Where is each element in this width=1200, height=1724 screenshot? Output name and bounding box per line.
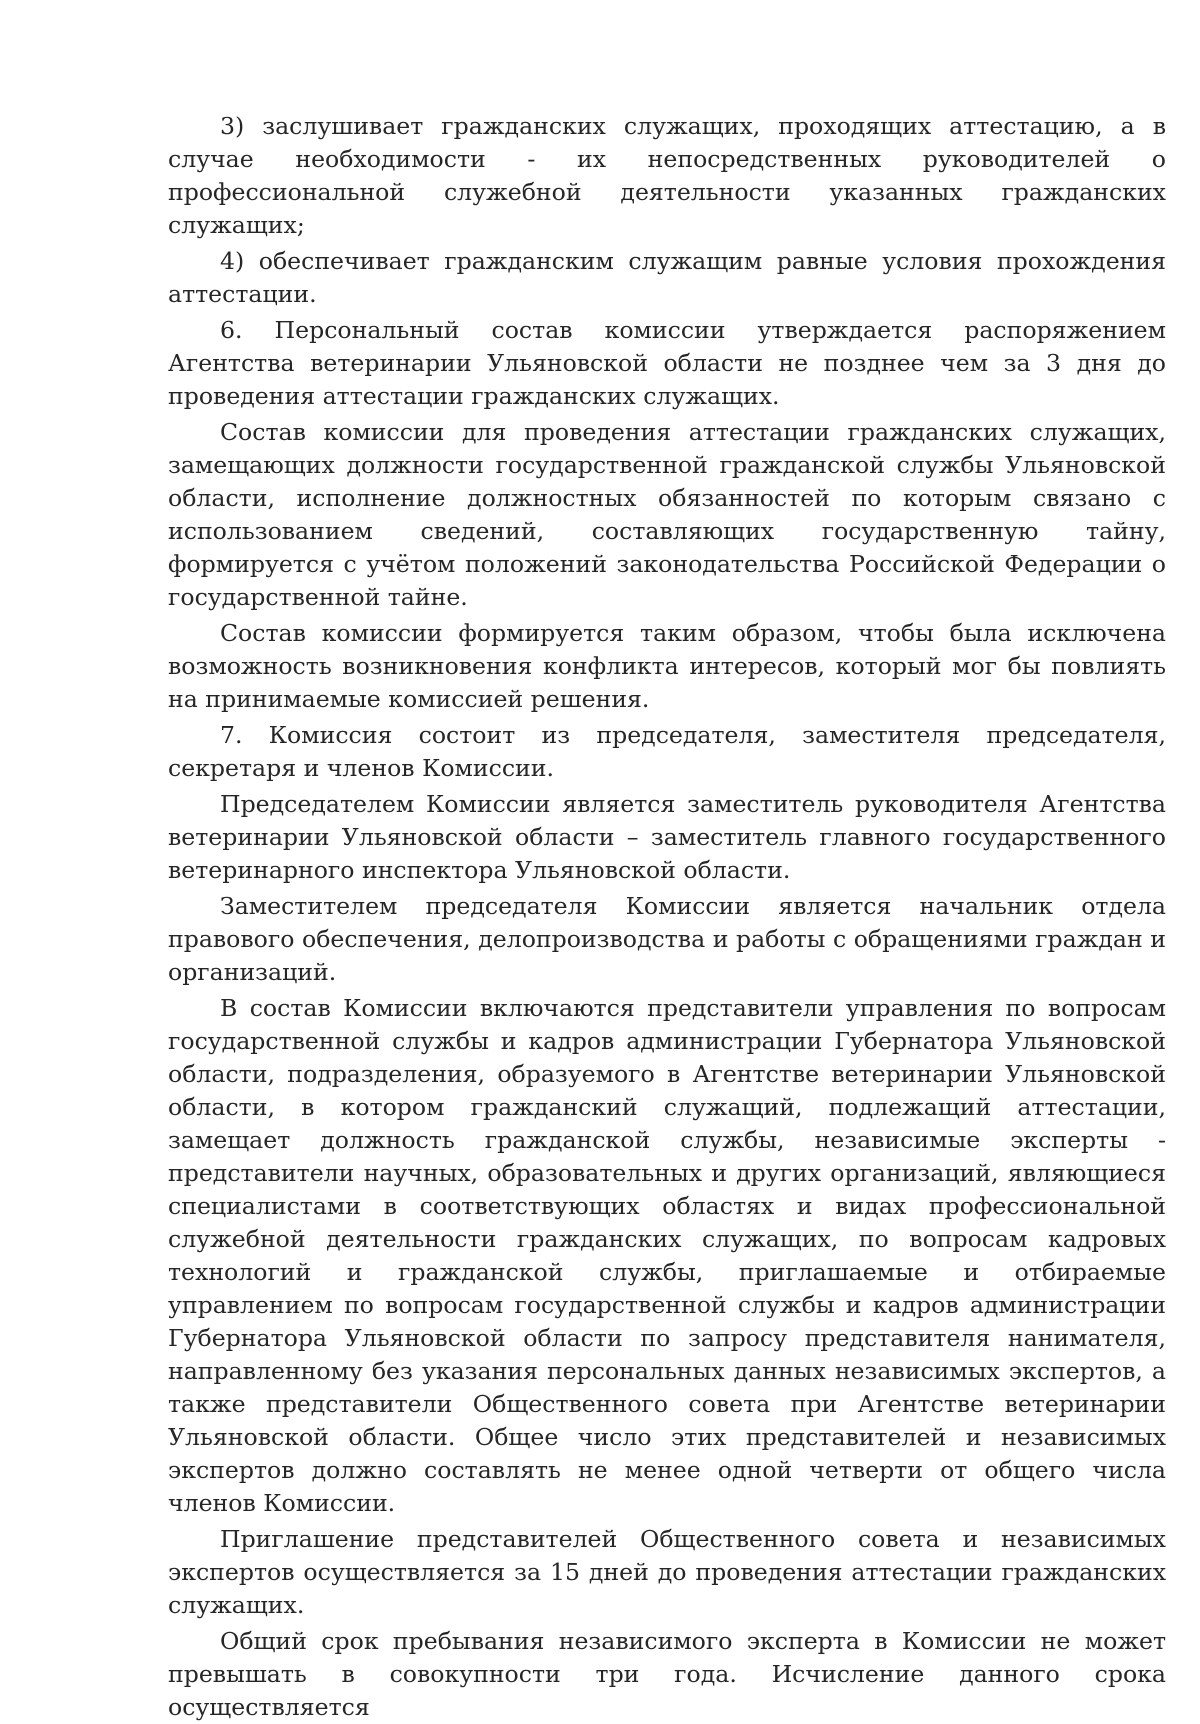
paragraph-members: В состав Комиссии включаются представители управления по вопросам государственной службы и кадров администрации Губернатора Ульяновской области, подразделения, образуемого в Агентстве ветеринарии Ульяновской области, в котором гражданский служащий, подлежащий аттестации, замещает должность гражданской службы, независимые эксперты - представители научных, образовательных и других организаций, являющиеся специалистами в соответствующих областях и видах профессиональной служебной деятельности гражданских служащих, по вопросам кадровых технологий и гражданской службы, приглашаемые и отбираемые управлением по вопросам государственной службы и кадров администрации Губернатора Ульяновской области по запросу представителя нанимателя, направленному без указания персональных данных независимых экспертов, а также представители Общественного совета при Агентстве ветеринарии Ульяновской области. Общее число этих представителей и независимых экспертов должно составлять не менее одной четверти от общего числа членов Комиссии.	[168, 994, 1166, 1517]
paragraph-item-3: 3) заслушивает гражданских служащих, проходящих аттестацию, а в случае необходимости - их непосредственных руководителей о профессиональной служебной деятельности указанных гражданских служащих;	[168, 112, 1166, 239]
paragraph-conflict-of-interest: Состав комиссии формируется таким образом, чтобы была исключена возможность возникновения конфликта интересов, который мог бы повлиять на принимаемые комиссией решения.	[168, 619, 1166, 713]
paragraph-clause-7: 7. Комиссия состоит из председателя, заместителя председателя, секретаря и членов Комиссии.	[168, 721, 1166, 782]
document-body	[168, 110, 1166, 1724]
paragraph-expert-term: Общий срок пребывания независимого эксперта в Комиссии не может превышать в совокупности три года. Исчисление данного срока осуществляется	[168, 1627, 1166, 1721]
paragraph-invitation: Приглашение представителей Общественного совета и независимых экспертов осуществляется за 15 дней до проведения аттестации гражданских служащих.	[168, 1525, 1166, 1619]
paragraph-deputy-chairman: Заместителем председателя Комиссии является начальник отдела правового обеспечения, делопроизводства и работы с обращениями граждан и организаций.	[168, 892, 1166, 986]
paragraph-secret-composition: Состав комиссии для проведения аттестации гражданских служащих, замещающих должности государственной гражданской службы Ульяновской области, исполнение должностных обязанностей по которым связано с использованием сведений, составляющих государственную тайну, формируется с учётом положений законодательства Российской Федерации о государственной тайне.	[168, 418, 1166, 611]
paragraph-chairman: Председателем Комиссии является заместитель руководителя Агентства ветеринарии Ульяновской области – заместитель главного государственного ветеринарного инспектора Ульяновской области.	[168, 790, 1166, 884]
paragraph-clause-6: 6. Персональный состав комиссии утверждается распоряжением Агентства ветеринарии Ульяновской области не позднее чем за 3 дня до проведения аттестации гражданских служащих.	[168, 316, 1166, 410]
paragraph-item-4: 4) обеспечивает гражданским служащим равные условия прохождения аттестации.	[168, 247, 1166, 308]
